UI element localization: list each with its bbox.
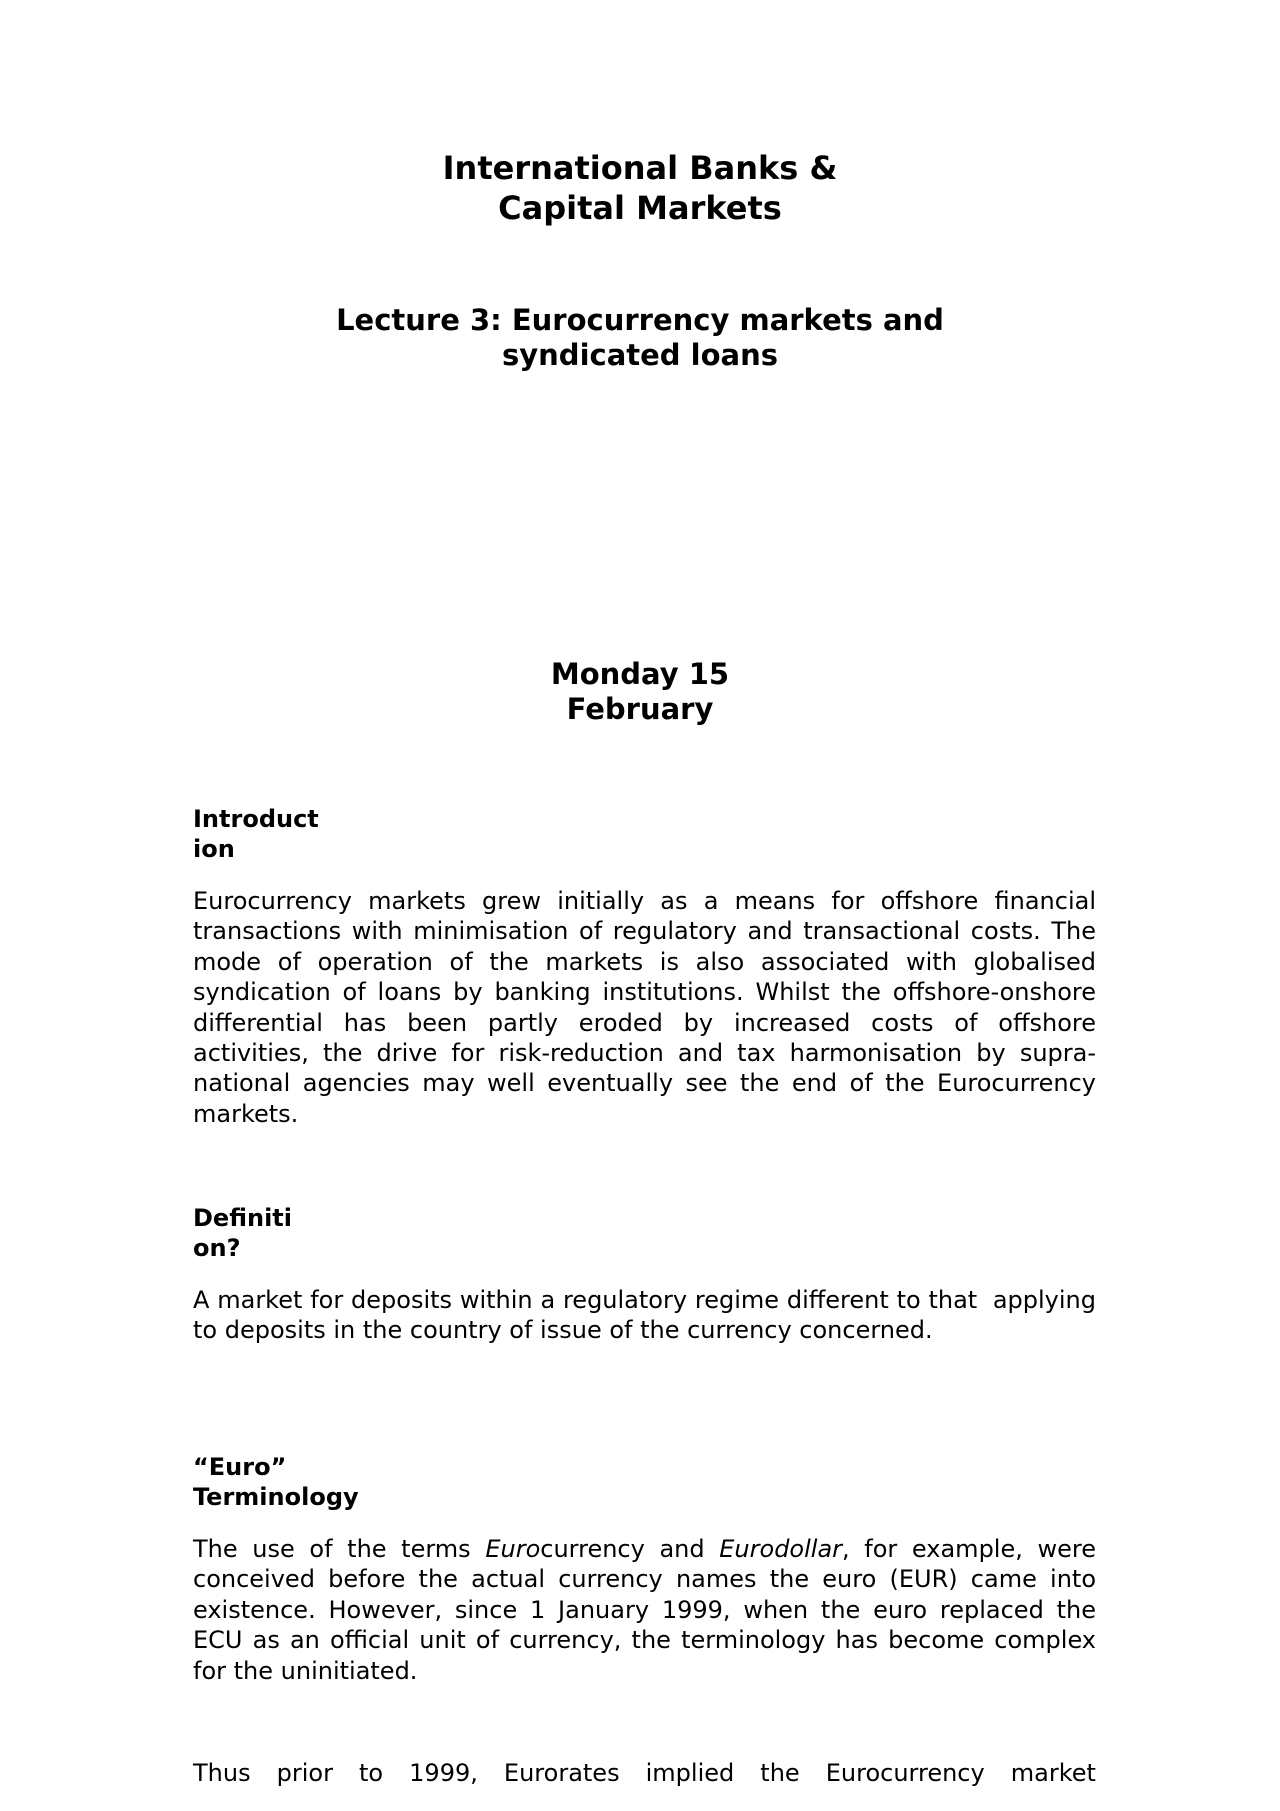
word: Thus xyxy=(193,1759,251,1787)
terminology-text-1: The use of the terms xyxy=(193,1535,486,1563)
word: the xyxy=(760,1759,800,1787)
terminology-heading-line-2: Terminology xyxy=(193,1483,359,1511)
lecture-title-line-2: syndicated loans xyxy=(502,338,778,372)
introduction-heading xyxy=(193,804,319,864)
lecture-title xyxy=(0,303,1280,373)
definition-paragraph: A market for deposits within a regulatory regime different to that applying to deposits in the country of issue of the currency concerned. xyxy=(193,1286,1112,1345)
word: Eurorates xyxy=(503,1759,620,1787)
terminology-paragraph xyxy=(193,1534,1096,1686)
introduction-paragraph: Eurocurrency markets grew initially as a means for offshore financial transactions with minimisation of regulatory and transactional costs. The mode of operation of the markets is also associated with globalised syndication of loans by banking institutions. Whilst the offshore-onshore differential has been partly eroded by increased costs of offshore activities, the drive for risk-reduction and tax harmonisation by supra-national agencies may well eventually see the end of the Eurocurrency markets. xyxy=(193,887,1096,1128)
word: Eurocurrency xyxy=(825,1759,985,1787)
terminology-text-3: , for example, were conceived before the actual currency names the euro (EUR) came into existence. However, since 1 January 1999, when the euro replaced the ECU as an official unit of currency, the terminology has become complex for the uninitiated. xyxy=(193,1535,1096,1685)
introduction-heading-line-1: Introduct xyxy=(193,805,319,833)
word: market xyxy=(1010,1759,1096,1787)
terminology-text-2: currency and xyxy=(540,1535,720,1563)
terminology-italic-euro: Euro xyxy=(485,1535,541,1563)
word: 1999, xyxy=(409,1759,478,1787)
lecture-date-line-1: Monday 15 xyxy=(550,657,730,691)
word: implied xyxy=(645,1759,735,1787)
definition-heading-line-1: Definiti xyxy=(193,1204,292,1232)
word: to xyxy=(359,1759,384,1787)
terminology-heading-line-1: “Euro” xyxy=(193,1453,287,1481)
lecture-date xyxy=(0,657,1280,727)
lecture-title-line-1: Lecture 3: Eurocurrency markets and xyxy=(336,303,944,337)
lecture-date-line-2: February xyxy=(566,692,714,726)
definition-heading xyxy=(193,1203,292,1263)
document-title-line-1: International Banks & xyxy=(442,149,838,187)
document-title-line-2: Capital Markets xyxy=(498,189,782,227)
terminology-italic-eurodollar: Eurodollar xyxy=(719,1535,843,1563)
definition-heading-line-2: on? xyxy=(193,1234,241,1262)
introduction-heading-line-2: ion xyxy=(193,835,235,863)
document-title xyxy=(0,148,1280,228)
word: prior xyxy=(276,1759,333,1787)
terminology-heading xyxy=(193,1452,359,1512)
prior-1999-paragraph-line xyxy=(193,1758,1096,1788)
